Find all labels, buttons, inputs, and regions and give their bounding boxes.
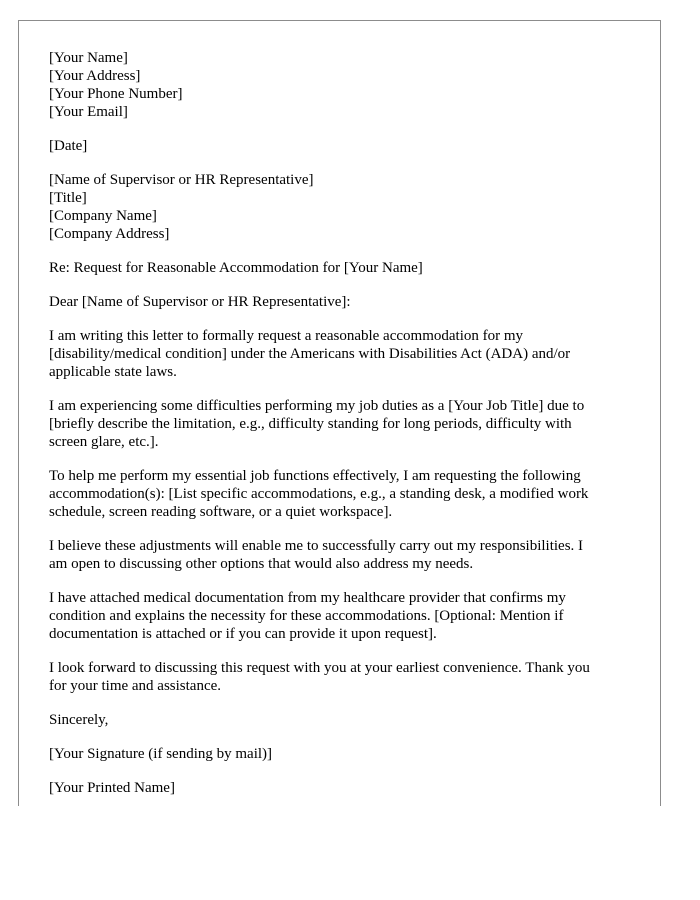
recipient-block bbox=[49, 171, 639, 243]
sender-name: [Your Name] bbox=[49, 50, 128, 66]
paragraph-line: [disability/medical condition] under the Americans with Disabilities Act (ADA) and/or bbox=[49, 346, 571, 362]
paragraph-closing-remarks bbox=[49, 659, 639, 695]
paragraph-difficulties bbox=[49, 397, 639, 451]
sender-address: [Your Address] bbox=[49, 68, 141, 84]
recipient-title: [Title] bbox=[49, 190, 87, 206]
paragraph-line: I am writing this letter to formally request a reasonable accommodation for my bbox=[49, 328, 524, 344]
paragraph-line: documentation is attached or if you can provide it upon request]. bbox=[49, 626, 437, 642]
recipient-address: [Company Address] bbox=[49, 226, 170, 242]
signature-line: [Your Signature (if sending by mail)] bbox=[49, 746, 273, 762]
letter-date: [Date] bbox=[49, 138, 88, 154]
paragraph-documentation bbox=[49, 589, 639, 643]
paragraph-request bbox=[49, 327, 639, 381]
paragraph-line: To help me perform my essential job functions effectively, I am requesting the following bbox=[49, 468, 581, 484]
closing: Sincerely, bbox=[49, 712, 109, 728]
paragraph-adjustments bbox=[49, 537, 639, 573]
paragraph-line: condition and explains the necessity for these accommodations. [Optional: Mention if bbox=[49, 608, 564, 624]
salutation: Dear [Name of Supervisor or HR Representative]: bbox=[49, 294, 351, 310]
paragraph-line: I am experiencing some difficulties performing my job duties as a [Your Job Title] due to bbox=[49, 398, 585, 414]
paragraph-line: [briefly describe the limitation, e.g., difficulty standing for long periods, difficulty with bbox=[49, 416, 572, 432]
paragraph-line: screen glare, etc.]. bbox=[49, 434, 159, 450]
paragraph-line: schedule, screen reading software, or a quiet workspace]. bbox=[49, 504, 393, 520]
printed-name: [Your Printed Name] bbox=[49, 780, 175, 796]
letter-body bbox=[49, 49, 639, 806]
paragraph-line: accommodation(s): [List specific accommodations, e.g., a standing desk, a modified work bbox=[49, 486, 589, 502]
recipient-company: [Company Name] bbox=[49, 208, 157, 224]
paragraph-line: I believe these adjustments will enable me to successfully carry out my responsibilities. I bbox=[49, 538, 584, 554]
paragraph-line: applicable state laws. bbox=[49, 364, 177, 380]
paragraph-accommodations bbox=[49, 467, 639, 521]
sender-email: [Your Email] bbox=[49, 104, 128, 120]
recipient-name: [Name of Supervisor or HR Representative] bbox=[49, 172, 314, 188]
date-block bbox=[49, 137, 639, 155]
paragraph-line: for your time and assistance. bbox=[49, 678, 222, 694]
paragraph-line: I have attached medical documentation from my healthcare provider that confirms my bbox=[49, 590, 566, 606]
paragraph-line: am open to discussing other options that would also address my needs. bbox=[49, 556, 474, 572]
subject-line: Re: Request for Reasonable Accommodation for [Your Name] bbox=[49, 260, 423, 276]
paragraph-line: I look forward to discussing this request with you at your earliest convenience. Thank you bbox=[49, 660, 590, 676]
sender-block bbox=[49, 49, 639, 121]
letter-page bbox=[18, 20, 661, 806]
sender-phone: [Your Phone Number] bbox=[49, 86, 183, 102]
